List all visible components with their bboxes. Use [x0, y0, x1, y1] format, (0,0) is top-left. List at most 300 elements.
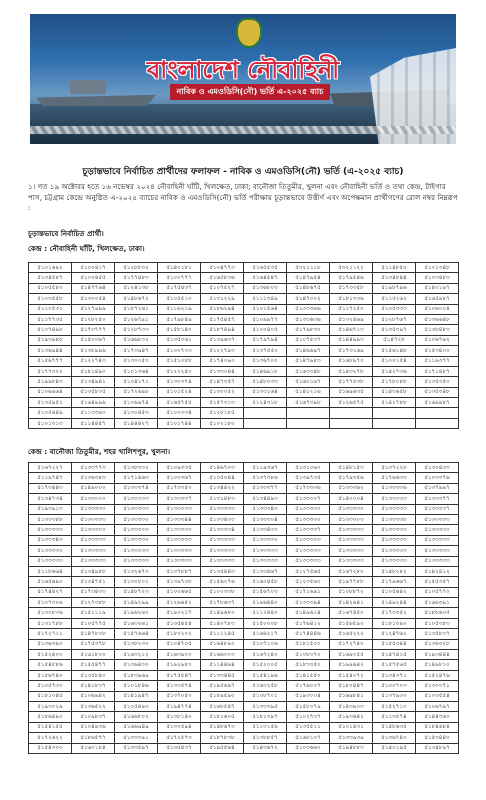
roll-number-cell: ৫১৫২০০৫ — [244, 660, 287, 670]
roll-number-cell — [373, 408, 416, 418]
roll-number-cell: ৫১০৮০৭০ — [287, 650, 330, 660]
roll-number-cell: ৫১৩৬৮০৩ — [244, 283, 287, 293]
roll-number-cell: ৫১৫৭৩১৩ — [201, 398, 244, 408]
roll-number-cell: ৫১৩৩৪৩৩ — [201, 514, 244, 524]
roll-number-cell: ৫১৩৬৬৪৮ — [416, 314, 459, 324]
roll-number-cell: ৫১৪৮১৫৩ — [330, 463, 373, 473]
roll-number-cell: ৫১৩৩৩৩৩ — [201, 504, 244, 514]
roll-number-cell: ৫১৪৮৬৭২ — [115, 294, 158, 304]
centre-1-label: কেন্দ্র : নৌবাহিনী ঘাঁটি, খিলক্ষেত, ঢাকা। — [28, 244, 145, 253]
roll-number-cell: ৫১৪৮৬৩৫ — [373, 722, 416, 732]
table-row — [29, 377, 459, 387]
roll-number-cell: ৫১৪৮০৩৩ — [244, 377, 287, 387]
roll-number-cell: ৫১৩৬৩৮৩ — [72, 473, 115, 483]
roll-number-cell: ৫১৬১৮০০ — [72, 650, 115, 660]
roll-number-cell: ৫১৪১৯৪৭ — [115, 691, 158, 701]
table-row — [29, 514, 459, 524]
roll-number-cell: ৫১৩৩৩৩৬ — [373, 483, 416, 493]
roll-number-cell: ৫১৩৩৩৩৩ — [244, 556, 287, 566]
roll-number-cell: ৫১৫৬২৭৬ — [201, 577, 244, 587]
roll-number-cell: ৫১০৭৪৯৮ — [29, 325, 72, 335]
roll-number-cell: ৫১৭৬৪১২ — [287, 618, 330, 628]
roll-number-cell: ৫১৩১০৬০ — [287, 463, 330, 473]
roll-number-cell: ৫১৬৫৫৩৫ — [244, 263, 287, 273]
roll-number-cell: ৫১০৮৭০১ — [244, 691, 287, 701]
roll-number-cell: ৫১৩৪৮৪৪ — [373, 273, 416, 283]
roll-number-cell: ৫১৬৫২২২ — [330, 629, 373, 639]
roll-number-cell: ৫১৫৮০৭৯ — [287, 701, 330, 711]
roll-number-cell: ৫১৩০০৫৪ — [72, 294, 115, 304]
roll-number-cell: ৫১৩৩৩৩৩ — [244, 546, 287, 556]
roll-number-cell: ৫১২৭৫৬৫ — [287, 566, 330, 576]
table-row — [29, 722, 459, 732]
roll-number-cell: ৫১৩০৮০১ — [115, 577, 158, 587]
roll-number-cell: ৫১৮৬৪৯০ — [29, 712, 72, 722]
roll-number-cell: ৫১৯৫৫৬৪ — [201, 743, 244, 753]
roll-number-cell: ৫১৩০৮৩৬ — [29, 608, 72, 618]
roll-number-cell: ৫১৩৩৩৩৩ — [373, 556, 416, 566]
roll-number-cell: ৫১১৩৩৬০ — [72, 408, 115, 418]
roll-number-cell: ৫১৩৫৮৪০ — [72, 670, 115, 680]
table-row — [29, 366, 459, 376]
selected-candidates-label: চূড়ান্তভাবে নির্বাচিত প্রার্থী। — [28, 229, 104, 238]
roll-number-cell: ৫১৮৭২৬১ — [115, 304, 158, 314]
roll-number-cell: ৫১০০৪১৭ — [72, 263, 115, 273]
roll-number-cell: ৫১৩৩৩৩৩ — [287, 546, 330, 556]
roll-number-cell — [416, 418, 459, 428]
roll-number-cell: ৫১৩৮২৩০ — [115, 639, 158, 649]
roll-number-cell: ৫১৪৮৭২৩ — [115, 587, 158, 597]
roll-number-cell: ৫১০০৩৩৮ — [201, 587, 244, 597]
roll-number-cell: ৫১৬৫৯৮৭ — [416, 294, 459, 304]
roll-number-cell: ৫১০০৬৬৫ — [158, 587, 201, 597]
roll-number-cell: ৫১৩৩৩৩৩ — [158, 535, 201, 545]
roll-number-cell: ৫১৬৮৫৪৭ — [201, 701, 244, 711]
table-row — [29, 556, 459, 566]
result-heading: চূড়ান্তভাবে নির্বাচিত প্রার্থীদের ফলাফল - নাবিক ও এমওডিসি(নৌ) ভর্তি (এ-২০২৫ ব্যাচ) — [82, 167, 404, 177]
table-row — [29, 670, 459, 680]
roll-number-cell: ৫১৭৬৬৩৩ — [373, 473, 416, 483]
roll-number-cell — [330, 408, 373, 418]
roll-number-cell: ৫১৮৮৬০৫ — [416, 608, 459, 618]
roll-number-cell: ৫১৪৯২৯৯ — [115, 598, 158, 608]
roll-number-cell: ৫১১২৪৪০ — [244, 608, 287, 618]
roll-number-cell: ৫১০৬০০৪ — [416, 304, 459, 314]
table-row — [29, 733, 459, 743]
roll-number-cell: ৫১৮১৩৯০ — [373, 618, 416, 628]
roll-number-cell: ৫১৩৪৩৭১ — [373, 670, 416, 680]
roll-number-cell: ৫১৩৩৩৪৩ — [29, 535, 72, 545]
roll-number-cell: ৫১৭১৪৬৩ — [115, 473, 158, 483]
roll-number-cell: ৫১৪৭৭৬৪ — [72, 283, 115, 293]
roll-number-cell: ৫১৩৪৪২২ — [201, 483, 244, 493]
roll-number-cell: ৫১৮১০৪৫ — [29, 691, 72, 701]
roll-number-cell: ৫১০১৪৩১ — [330, 722, 373, 732]
roll-number-cell: ৫১৭২৫৭৩ — [158, 733, 201, 743]
roll-number-cell: ৫১০১৫২৪ — [158, 387, 201, 397]
roll-number-cell: ৫১৬৬৮৩২ — [115, 335, 158, 345]
roll-number-cell: ৫১৩৩৩০০ — [72, 525, 115, 535]
roll-number-cell: ৫১৩৪৭৩৪ — [29, 494, 72, 504]
roll-number-cell: ৫১৩৩৩৩৩ — [330, 546, 373, 556]
roll-number-cell: ৫১৪১৭৮৮ — [373, 398, 416, 408]
roll-number-cell: ৫১৩৩৩৬২ — [330, 483, 373, 493]
roll-number-cell: ৫১৭৯৩৫৬ — [330, 473, 373, 483]
roll-number-cell: ৫১৬৭৪৫০ — [330, 608, 373, 618]
roll-number-cell: ৫১৭৬০০৭ — [287, 681, 330, 691]
roll-number-cell: ৫১৮১৬০৫ — [201, 712, 244, 722]
roll-number-cell: ৫১০৫৭৭০ — [416, 587, 459, 597]
roll-number-cell: ৫১৪৪৩৬০ — [416, 712, 459, 722]
table-row — [29, 304, 459, 314]
roll-number-cell: ৫১৫১০৮৮ — [158, 356, 201, 366]
roll-number-cell: ৫১৩৩৩৩৩ — [330, 556, 373, 566]
roll-number-cell: ৫১৩৪৯৮৮ — [72, 566, 115, 576]
roll-number-cell: ৫১৪৯৬৮০ — [201, 608, 244, 618]
roll-number-cell: ৫১৫৩৪০০ — [416, 346, 459, 356]
roll-number-cell: ৫১১৩৫৭৪ — [373, 712, 416, 722]
table-row — [29, 273, 459, 283]
roll-number-cell: ৫১০৯৮৩৭ — [72, 712, 115, 722]
roll-number-cell: ৫১২৮৭৩৩ — [115, 325, 158, 335]
roll-number-cell: ৫১৭৩৩৫৮ — [330, 283, 373, 293]
roll-number-cell: ৫১৬৩২৫৮ — [244, 681, 287, 691]
roll-number-cell: ৫১০২৭৩৭ — [287, 712, 330, 722]
roll-number-cell: ৫১৩৩৪৬৭ — [244, 566, 287, 576]
roll-number-cell: ৫১৭৭৫৩৮ — [330, 377, 373, 387]
table-row — [29, 263, 459, 273]
roll-number-cell: ৫১১৮৬৬৪ — [29, 566, 72, 576]
roll-number-cell: ৫১৫৪০৭২ — [330, 670, 373, 680]
roll-number-cell: ৫১৭৩৩৫২ — [373, 608, 416, 618]
roll-number-cell: ৫১৪৭৩৫৭ — [201, 377, 244, 387]
roll-number-cell: ৫১৩৪৪৯৩ — [244, 494, 287, 504]
roll-number-cell: ৫১৭৪৪২৭ — [29, 587, 72, 597]
roll-number-cell: ৫১৬৭২৪০ — [244, 650, 287, 660]
roll-number-cell — [244, 418, 287, 428]
roll-number-cell: ৫১০৫৬৪২ — [373, 587, 416, 597]
table-row — [29, 608, 459, 618]
roll-number-cell: ৫১৯৭৭৮৮ — [330, 577, 373, 587]
roll-number-cell: ৫১০৬৯৭৪ — [115, 398, 158, 408]
roll-number-cell: ৫১৩৫৩৫০ — [416, 377, 459, 387]
roll-number-cell: ৫১৪৭৯৮৩ — [287, 356, 330, 366]
roll-number-cell: ৫১০৫৩৪৪ — [201, 473, 244, 483]
roll-number-cell: ৫১০৩৩৭৬ — [416, 473, 459, 483]
roll-number-cell: ৫১৫৭৬৬৪ — [115, 629, 158, 639]
roll-number-cell: ৫৩২১১১৮ — [287, 263, 330, 273]
roll-number-cell: ৫১৪৭৪১৫ — [373, 650, 416, 660]
table-row — [29, 598, 459, 608]
roll-number-cell: ৫১২৮৭৬৭ — [373, 314, 416, 324]
roll-number-cell: ৫১৩৩৩৩৩ — [201, 535, 244, 545]
roll-number-cell: ৫১৮৩৯৬৯ — [115, 670, 158, 680]
roll-number-cell: ৫১৭৪৪৪৬ — [287, 629, 330, 639]
roll-number-cell: ৫১১৯৩৬৭ — [244, 463, 287, 473]
roll-number-cell: ৫১০৪৭৭৩ — [201, 263, 244, 273]
table-row — [29, 743, 459, 753]
roll-number-cell: ৫১৩৩৩৩০ — [287, 514, 330, 524]
roll-number-cell: ৫১২৬৭৯১ — [115, 314, 158, 324]
roll-number-cell: ৫১৬৭২৮০ — [330, 566, 373, 576]
table-row — [29, 587, 459, 597]
roll-number-cell: ৫১০৪৭০৫ — [158, 639, 201, 649]
roll-number-cell: ৫১৪৮৬৭৩ — [201, 722, 244, 732]
roll-number-cell: ৫১৬৮৯৭০ — [330, 356, 373, 366]
roll-number-cell: ৫১৩৮৪৮৩ — [416, 325, 459, 335]
table-row — [29, 618, 459, 628]
roll-number-cell: ৫৩২১১২২ — [330, 263, 373, 273]
roll-number-cell: ৫১৮৬৭৪০ — [29, 670, 72, 680]
table-row — [29, 525, 459, 535]
roll-number-cell: ৫১০৫৭৩০ — [29, 681, 72, 691]
roll-number-cell: ৫১৪৭২৮ — [373, 335, 416, 345]
roll-number-cell: ৫১৫০৩০৮ — [244, 618, 287, 628]
warship-left — [36, 92, 156, 106]
roll-number-cell: ৫১২৬৫৭৫ — [330, 398, 373, 408]
roll-number-cell: ৫১৮১৩৩৬ — [330, 294, 373, 304]
roll-number-cell: ৫১৩৫৮০৭ — [416, 629, 459, 639]
roll-number-cell: ৫১৬৮১০৭ — [287, 733, 330, 743]
table-row — [29, 387, 459, 397]
roll-number-cell: ৫১৪২৪১২ — [416, 566, 459, 576]
roll-number-cell: ৫১৭৯৮৩০ — [287, 325, 330, 335]
roll-number-cell: ৫১৬৩৩৪৮ — [287, 366, 330, 376]
roll-number-cell: ৫১৩৩৩৩০ — [115, 535, 158, 545]
roll-number-cell: ৫১৩৭৩৮৬ — [244, 473, 287, 483]
roll-number-cell: ৫১৩৫৫১১ — [287, 722, 330, 732]
roll-number-cell: ৫১৪০৭৮৩ — [201, 618, 244, 628]
roll-number-cell: ৫১৯৩৯১৩ — [29, 504, 72, 514]
roll-number-cell: ৫১৫২৭১০ — [373, 701, 416, 711]
roll-number-cell: ৫১৩৩৫৭৪ — [158, 681, 201, 691]
roll-number-cell: ৫১৬৯৮৪১ — [330, 691, 373, 701]
roll-number-cell: ৫১৩৯৭৩৫ — [287, 473, 330, 483]
roll-number-cell: ৫১৩৫৪৪৩ — [201, 566, 244, 576]
roll-number-cell: ৫১০৮৮৭২ — [330, 587, 373, 597]
roll-number-cell: ৫১৩৭৯৩০ — [373, 691, 416, 701]
roll-number-cell: ৫১৩৩৩৯৪ — [287, 598, 330, 608]
roll-number-cell: ৫১৮৯৫৯০ — [201, 691, 244, 701]
roll-number-cell: ৫১২৪৩১৮ — [244, 398, 287, 408]
roll-number-cell: ৫১৭৩৪৩৩ — [72, 587, 115, 597]
roll-number-cell: ৫১৩৩৩৮৮ — [29, 514, 72, 524]
roll-number-cell: ৫১০৬৭৬২ — [416, 335, 459, 345]
roll-number-cell: ৫১৫৬৭৭৭ — [29, 356, 72, 366]
roll-number-cell: ৫১৩৩৩৩০ — [244, 535, 287, 545]
roll-number-cell: ৫১৪৩২৭৮ — [330, 366, 373, 376]
roll-number-cell: ৫১৭৯৮৪৯ — [158, 314, 201, 324]
roll-number-cell: ৫১৬৫৭৫৫ — [158, 398, 201, 408]
roll-number-cell: ৫১৫৬৫৯০ — [330, 618, 373, 628]
roll-number-cell: ৫১৩৫৩৪৮ — [416, 387, 459, 397]
roll-number-cell: ৫১৫৪৮৮৬ — [29, 660, 72, 670]
roll-number-cell: ৫১২৮৮৩২ — [115, 263, 158, 273]
roll-number-cell: ৫১৩৩৩৯১ — [115, 733, 158, 743]
roll-number-cell: ৫১৯৮৭৯৬ — [373, 283, 416, 293]
roll-number-cell: ৫১৩১৪৮৩ — [201, 494, 244, 504]
roll-number-cell: ৫১১৬২১৯ — [158, 304, 201, 314]
roll-number-cell: ৫১৩৬৪৩০ — [115, 660, 158, 670]
roll-number-cell: ৫১৩৩৩৭৭ — [416, 494, 459, 504]
table-row — [29, 546, 459, 556]
roll-number-cell: ৫১৩৩৩৩৩ — [330, 525, 373, 535]
roll-number-cell: ৫১০১৩৬৪ — [115, 366, 158, 376]
roll-number-cell: ৫১০৬৭৯৭ — [416, 701, 459, 711]
roll-table-dhaka — [28, 262, 459, 429]
roll-number-cell: ৫১৩১২২৯ — [201, 294, 244, 304]
table-row — [29, 463, 459, 473]
roll-number-cell: ৫১৩০৩৭৪ — [158, 377, 201, 387]
roll-number-cell: ৫১১১৩৪৯ — [244, 294, 287, 304]
roll-number-cell: ৫১৭৩১৬৯ — [330, 346, 373, 356]
roll-number-cell: ৫১৯০২১৭ — [158, 608, 201, 618]
roll-number-cell: ৫১০৫৩৮৩ — [416, 618, 459, 628]
roll-number-cell: ৫১৪৪৯৯৩ — [330, 335, 373, 345]
roll-number-cell: ৫১৭৫৪৩৭ — [158, 283, 201, 293]
roll-number-cell: ৫১৩৬৭৪০ — [373, 733, 416, 743]
roll-number-cell: ৫১৩৭২২৮ — [373, 463, 416, 473]
roll-number-cell: ৫১৩৩৩৩০ — [158, 525, 201, 535]
roll-number-cell: ৫১৯৩৬৪২ — [330, 712, 373, 722]
roll-number-cell: ৫১৯৪৭৭৪ — [158, 701, 201, 711]
table-row — [29, 566, 459, 576]
roll-number-cell: ৫১৬৬২১৭ — [244, 629, 287, 639]
roll-number-cell: ৫১৫১১১৯ — [72, 608, 115, 618]
roll-number-cell — [330, 418, 373, 428]
roll-number-cell: ৫১৩৫০৬১ — [158, 335, 201, 345]
roll-number-cell: ৫১০৫৫১০ — [158, 294, 201, 304]
roll-number-cell: ৫১০৩৪৮৩ — [416, 273, 459, 283]
roll-number-cell: ৫১৩৩০৩৩ — [115, 546, 158, 556]
roll-number-cell: ৫১৩৩০৪৪ — [201, 366, 244, 376]
roll-number-cell: ৫১৩৩০০০ — [72, 494, 115, 504]
roll-number-cell: ৫১৩১৭৮৮ — [29, 618, 72, 628]
roll-number-cell: ৫১৪৩৬৫৮ — [373, 387, 416, 397]
roll-number-cell: ৫১০৯৯৭৭ — [244, 314, 287, 324]
roll-number-cell: ৫১০৩৫৫৮ — [29, 294, 72, 304]
roll-number-cell: ৫১০৫৬৪৯ — [29, 408, 72, 418]
roll-number-cell: ৫১৭৪০৯০ — [201, 356, 244, 366]
roll-number-cell: ৫১৩৩৩৭৭ — [244, 483, 287, 493]
roll-number-cell: ৫১০০৭০৩ — [373, 681, 416, 691]
roll-number-cell: ৫১৩৬৯৪৪ — [29, 346, 72, 356]
roll-number-cell: ৫১৪০১৯৭ — [416, 283, 459, 293]
table-row — [29, 535, 459, 545]
roll-number-cell: ৫১৪২৬৪১ — [330, 598, 373, 608]
roll-number-cell: ৫১৬৬০০৩ — [201, 650, 244, 660]
roll-number-cell: ৫১০০৭০৩ — [158, 346, 201, 356]
roll-number-cell: ৫১৩৩৩৩৩ — [201, 546, 244, 556]
roll-number-cell: ৫১০০১৫৪ — [373, 356, 416, 366]
table-row — [29, 577, 459, 587]
roll-number-cell: ৫১৩৩৩৩৩ — [115, 556, 158, 566]
navy-emblem-icon — [236, 18, 262, 48]
roll-number-cell: ৫১৪২৭৩৬ — [373, 366, 416, 376]
roll-number-cell: ৫১৭৭৩২০ — [29, 366, 72, 376]
roll-number-cell: ৫১৫০০৬৭ — [72, 335, 115, 345]
roll-number-cell: ৫১৩০০৫০ — [115, 356, 158, 366]
roll-number-cell: ৫১৮৭৮৩৮ — [201, 733, 244, 743]
roll-number-cell: ৫১৮৬৫৭৭ — [72, 733, 115, 743]
roll-number-cell: ৫১৮৩৩৫০ — [287, 660, 330, 670]
roll-number-cell: ৫১২৮১৮৫ — [201, 408, 244, 418]
table-row — [29, 504, 459, 514]
roll-number-cell: ৫১১৪৪৫৭ — [72, 418, 115, 428]
roll-number-cell: ৫১০০৪০৫ — [244, 325, 287, 335]
roll-number-cell: ৫১৪৮৬৭৫ — [287, 283, 330, 293]
roll-number-cell: ৫১৩৩৩৪৩ — [244, 504, 287, 514]
roll-number-cell: ৫১৩৩৬৩৬ — [287, 314, 330, 324]
roll-number-cell: ৫১০৫৪৯৩ — [115, 701, 158, 711]
table-row — [29, 473, 459, 483]
roll-number-cell: ৫১৩৩৩৩৩ — [373, 546, 416, 556]
roll-number-cell: ৫১৭৩৭৭৭ — [72, 325, 115, 335]
centre-2-label: কেন্দ্র : বানৌজা তিতুমীর, শহর খালিশপুর, খুলনা। — [28, 447, 171, 456]
roll-number-cell: ৫১৭২৬২২ — [29, 733, 72, 743]
roll-number-cell: ৫১৩৩৩৪৪ — [158, 514, 201, 524]
roll-number-cell: ৫১৩৬৫২২ — [72, 701, 115, 711]
roll-number-cell: ৫১৪৯০০০ — [72, 483, 115, 493]
roll-number-cell: ৫১৪৭০০২ — [287, 294, 330, 304]
roll-number-cell: ৫১৮৭৪৯৪ — [201, 325, 244, 335]
roll-number-cell: ৫১৮০২০২ — [158, 629, 201, 639]
roll-number-cell: ৫১৩৩৫৯৭ — [115, 743, 158, 753]
roll-number-cell — [287, 418, 330, 428]
roll-number-cell: ৫১০২১৮০ — [201, 418, 244, 428]
roll-number-cell: ৫১৭৩৩৩৬ — [287, 483, 330, 493]
roll-number-cell: ৫১৬৬৩৯১ — [416, 598, 459, 608]
roll-number-cell: ৫১০১৮৪৬ — [115, 681, 158, 691]
roll-number-cell: ৫১৬৯৬৩৫ — [330, 387, 373, 397]
roll-number-cell: ৫১৭২৬৯৮ — [115, 387, 158, 397]
roll-number-cell: ৫১২৪৭৬২ — [373, 629, 416, 639]
roll-number-cell: ৫১৩৩৩৩০ — [29, 546, 72, 556]
roll-number-cell: ৫১৭৯৬৬৭ — [373, 577, 416, 587]
roll-number-cell: ৫১৩৩৩৬৬ — [287, 304, 330, 314]
roll-number-cell: ৫১৩৯৭০৮ — [158, 577, 201, 587]
roll-number-cell: ৫১০০৪৫৫ — [72, 273, 115, 283]
roll-number-cell: ৫১৩২৬৭০ — [115, 566, 158, 576]
roll-number-cell: ৫১৬৯৯৮৭ — [416, 398, 459, 408]
roll-number-cell: ৫১৩০৪৩৩ — [416, 463, 459, 473]
roll-number-cell: ৫১০৩৫৫৪ — [416, 691, 459, 701]
roll-number-cell: ৫১২৮২৫০ — [72, 314, 115, 324]
roll-number-cell: ৫১৯৫৬৯৭ — [201, 681, 244, 691]
roll-number-cell: ৫১৬০১৬৭ — [287, 377, 330, 387]
roll-number-cell: ৫১৯৩০২৯ — [29, 701, 72, 711]
roll-number-cell: ৫১০১৩৪৮ — [416, 263, 459, 273]
roll-number-cell: ৫১০৭৫২৭ — [201, 283, 244, 293]
roll-number-cell: ৫১৬৩৯০০ — [158, 650, 201, 660]
roll-number-cell: ৫১৩৮৯৯৬ — [72, 346, 115, 356]
roll-number-cell: ৫১০১৩১৩ — [29, 418, 72, 428]
roll-number-cell: ৫১৩০৪৫৩ — [115, 408, 158, 418]
roll-number-cell: ৫১৬০১৮৪ — [72, 743, 115, 753]
roll-number-cell: ৫১৩৮৮৫৭ — [244, 733, 287, 743]
roll-number-cell: ৫১৩৩৩৩৮ — [373, 514, 416, 524]
roll-number-cell: ৫১১৪৪৬৪ — [201, 660, 244, 670]
roll-number-cell: ৫১৩৩৩৩৩ — [416, 546, 459, 556]
roll-number-cell: ৫১৮০৪৪৭ — [330, 681, 373, 691]
roll-number-cell: ৫১০৬৯৬৪ — [29, 387, 72, 397]
roll-number-cell: ৫১৪৯২৪৪ — [373, 598, 416, 608]
roll-number-cell: ৫১৭৮৬৩৭ — [201, 598, 244, 608]
roll-number-cell: ৫১১৭৭৩৫ — [29, 314, 72, 324]
roll-number-cell: ৫১৬৪৮৯০ — [201, 639, 244, 649]
roll-number-cell: ৫১৪৩৯০৩ — [330, 701, 373, 711]
roll-number-cell: ৫১৩৩৩৭৪ — [115, 483, 158, 493]
